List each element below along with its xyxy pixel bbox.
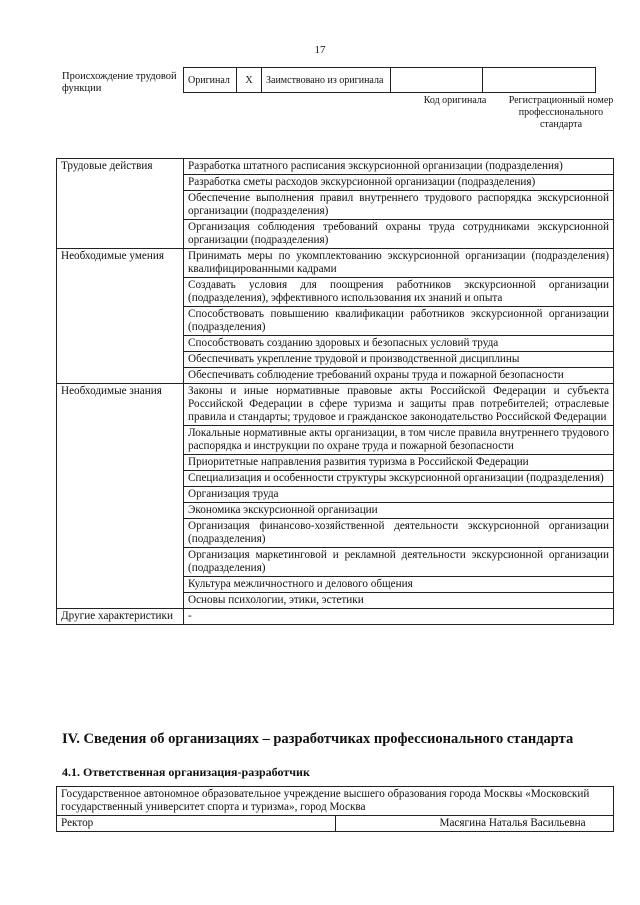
org-position: Ректор [57,816,336,832]
table-row [57,384,614,426]
reg-number-label: Регистрационный номер профессионального стандарта [508,95,614,130]
item-cell: Способствовать созданию здоровых и безопасных условий труда [184,336,614,352]
org-person-name: Масягина Наталья Васильевна [439,817,586,829]
item-cell: Принимать меры по укомплектованию экскурсионной организации (подразделения) квалифицированными кадрами [184,249,614,278]
item-cell: - [184,609,614,625]
item-cell: Обеспечивать соблюдение требований охраны труда и пожарной безопасности [184,368,614,384]
origin-label: Происхождение трудовой функции [62,71,177,94]
item-cell: Организация труда [184,487,614,503]
reg-number-cell [483,68,596,93]
category-cell: Трудовые действия [57,159,184,249]
item-cell: Экономика экскурсионной организации [184,503,614,519]
code-label: Код оригинала [423,95,487,106]
item-cell: Локальные нормативные акты организации, в том числе правила внутреннего трудового распорядка и инструкции по охране труда и пожарной безопасности [184,426,614,455]
item-cell: Разработка штатного расписания экскурсионной организации (подразделения) [184,159,614,175]
category-cell: Другие характеристики [57,609,184,625]
org-name: Государственное автономное образовательное учреждение высшего образования города Москвы «Московский государственный университет спорта и туризма», город Москва [57,787,614,816]
borrowed-cell: Заимствовано из оригинала [262,68,391,93]
page-number: 17 [314,44,326,56]
function-table [56,158,614,625]
original-mark: X [237,68,262,93]
item-cell: Основы психологии, этики, эстетики [184,593,614,609]
item-cell: Обеспечивать укрепление трудовой и производственной дисциплины [184,352,614,368]
table-row [57,249,614,278]
org-person [335,816,614,832]
org-table [56,786,614,832]
item-cell: Специализация и особенности структуры экскурсионной организации (подразделения) [184,471,614,487]
original-cell: Оригинал [184,68,237,93]
item-cell: Организация финансово-хозяйственной деятельности экскурсионной организации (подразделения) [184,519,614,548]
item-cell: Создавать условия для поощрения работников экскурсионной организации (подразделения), эффективного использования их знаний и опыта [184,278,614,307]
section-title: IV. Сведения об организациях – разработчиках профессионального стандарта [62,731,574,747]
item-cell: Культура межличностного и делового общения [184,577,614,593]
item-cell: Законы и иные нормативные правовые акты Российской Федерации и субъекта Российской Федерации в сфере туризма и защиты прав потребителей; отраслевые правила и стандарты; трудовое и гражданское законодательство Российской Федерации [184,384,614,426]
table-row [57,609,614,625]
item-cell: Организация маркетинговой и рекламной деятельности экскурсионной организации (подразделения) [184,548,614,577]
item-cell: Организация соблюдения требований охраны труда сотрудниками экскурсионной организации (подразделения) [184,220,614,249]
category-cell: Необходимые знания [57,384,184,609]
category-cell: Необходимые умения [57,249,184,384]
code-cell [391,68,483,93]
item-cell: Приоритетные направления развития туризма в Российской Федерации [184,455,614,471]
item-cell: Обеспечение выполнения правил внутреннего трудового распорядка экскурсионной организации (подразделения) [184,191,614,220]
item-cell: Способствовать повышению квалификации работников экскурсионной организации (подразделения) [184,307,614,336]
item-cell: Разработка сметы расходов экскурсионной организации (подразделения) [184,175,614,191]
table-row [57,159,614,175]
origin-table [183,67,596,93]
subsection-title: 4.1. Ответственная организация-разработчик [62,765,310,779]
